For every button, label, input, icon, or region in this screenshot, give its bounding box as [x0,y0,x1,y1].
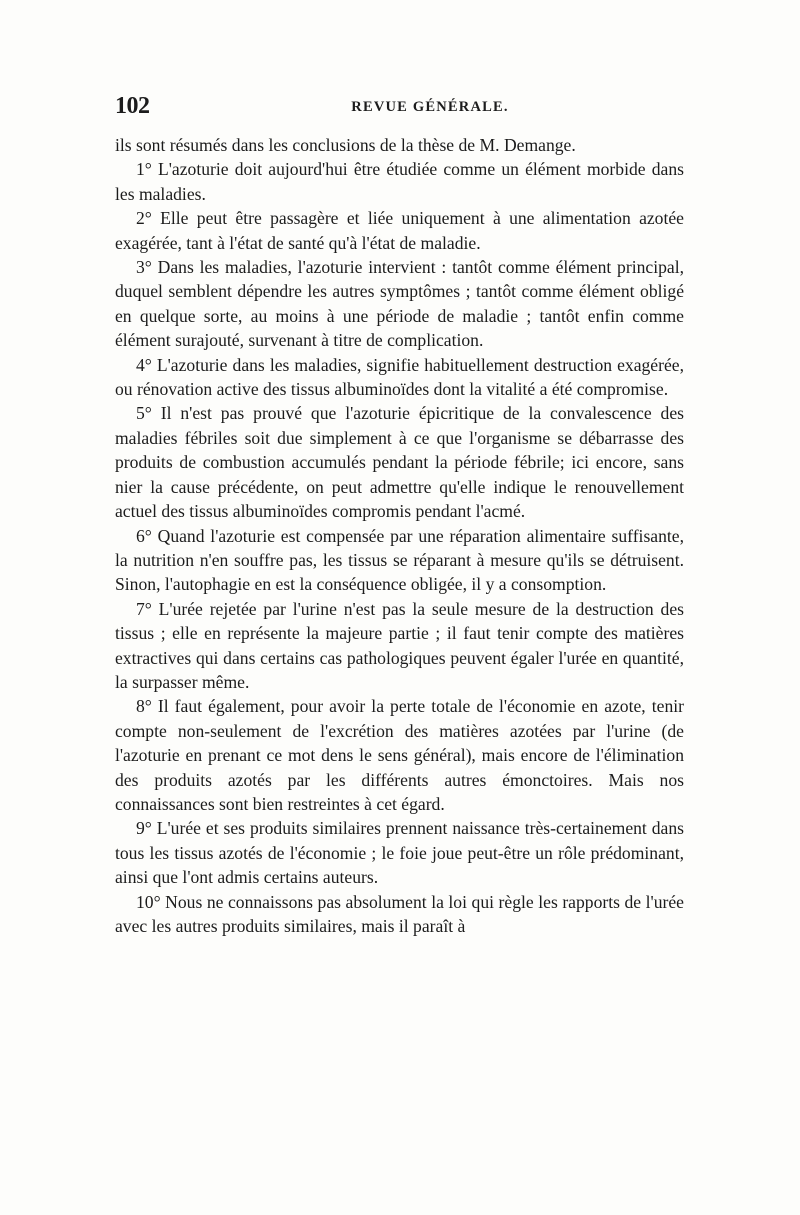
conclusion-7: 7° L'urée rejetée par l'urine n'est pas la seule mesure de la destruction des tissus ; elle en représente la majeure partie ; il faut tenir compte des matières extractives qui dans certains cas pathologiques peuvent égaler l'urée en quantité, la surpasser même. [115,598,684,692]
conclusion-8: 8° Il faut également, pour avoir la perte totale de l'économie en azote, tenir compte non-seulement de l'excrétion des matières azotées par l'urine (de l'azoturie en prenant ce mot dens le sens général), mais encore de l'élimination des produits azotés par les différents autres émonctoires. Mais nos connaissances sont bien restreintes à cet égard. [115,696,684,814]
conclusion-4: 4° L'azoturie dans les maladies, signifie habituellement destruction exagérée, ou rénovation active des tissus albuminoïdes dont la vitalité a été compromise. [115,354,684,400]
body-text [115,133,684,938]
page-number: 102 [115,93,150,119]
running-head: REVUE GÉNÉRALE. [351,99,509,115]
conclusion-3: 3° Dans les maladies, l'azoturie intervient : tantôt comme élément principal, duquel semblent dépendre les autres symptômes ; tantôt comme élément obligé en quelque sorte, au moins à une période de maladie ; tantôt enfin comme élément surajouté, survenant à titre de complication. [115,257,684,351]
conclusion-10: 10° Nous ne connaissons pas absolument la loi qui règle les rapports de l'urée avec les autres produits similaires, mais il paraît à [115,891,684,936]
intro-paragraph: ils sont résumés dans les conclusions de la thèse de M. Demange. [115,135,576,155]
conclusion-1: 1° L'azoturie doit aujourd'hui être étudiée comme un élément morbide dans les maladies. [115,159,684,204]
conclusion-5: 5° Il n'est pas prouvé que l'azoturie épicritique de la convalescence des maladies fébriles soit due simplement à ce que l'organisme se débarrasse des produits de combustion accumulés pendant la période fébrile; ici encore, sans nier la cause précédente, on peut admettre qu'elle indique le renouvellement actuel des tissus albuminoïdes compromis pendant l'acmé. [115,403,684,522]
conclusion-9: 9° L'urée et ses produits similaires prennent naissance très-certainement dans tous les tissus azotés de l'économie ; le foie joue peut-être un rôle prédominant, ainsi que l'ont admis certains auteurs. [115,818,684,888]
conclusion-2: 2° Elle peut être passagère et liée uniquement à une alimentation azotée exagérée, tant à l'état de santé qu'à l'état de maladie. [115,208,684,253]
conclusion-6: 6° Quand l'azoturie est compensée par une réparation alimentaire suffisante, la nutrition n'en souffre pas, les tissus se réparant à mesure qu'ils se détruisent. Sinon, l'autophagie en est la conséquence obligée, il y a consomption. [115,525,684,595]
